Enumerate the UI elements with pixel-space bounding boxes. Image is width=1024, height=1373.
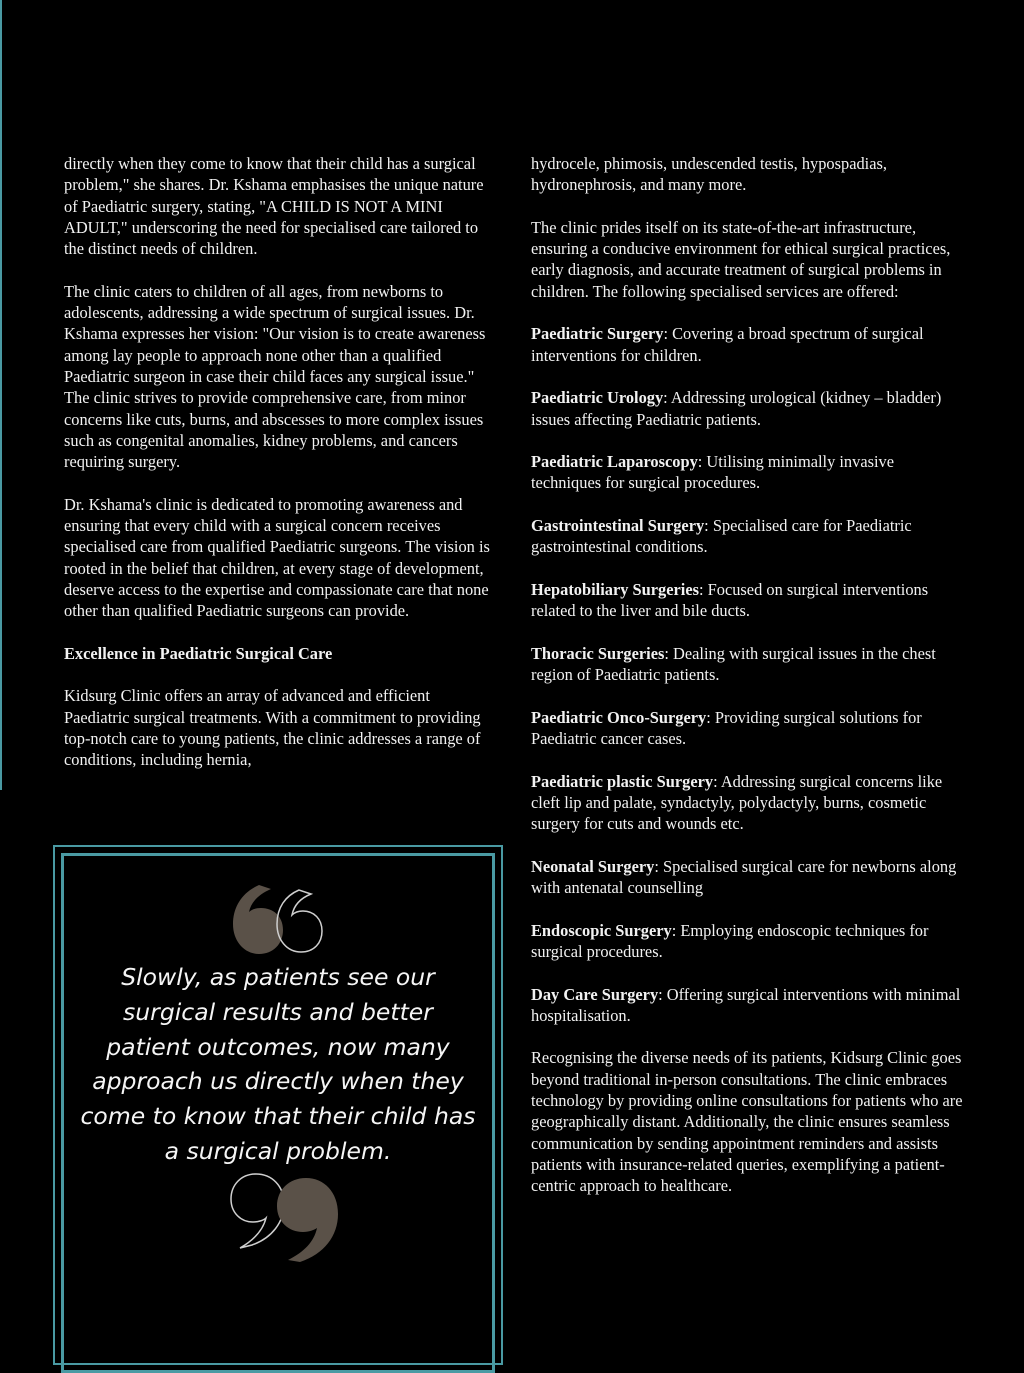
service-item (531, 856, 967, 899)
service-name: Paediatric Onco-Surgery (531, 707, 707, 727)
service-name: Paediatric Laparoscopy (531, 452, 698, 472)
service-item (531, 984, 967, 1027)
service-description: : Specialised care for Paediatric gastrointestinal conditions. (531, 516, 912, 557)
service-item (531, 707, 967, 750)
service-item (531, 387, 967, 430)
service-name: Hepatobiliary Surgeries (531, 579, 699, 599)
service-name: Endoscopic Surgery (531, 920, 672, 940)
service-description: : Dealing with surgical issues in the chest region of Paediatric patients. (531, 643, 936, 685)
right-text-column (531, 153, 967, 1218)
service-description: : Employing endoscopic techniques for surgical procedures. (531, 920, 929, 961)
right-paragraph-last: Recognising the diverse needs of its patients, Kidsurg Clinic goes beyond traditional in-person consultations. The clinic embraces technology by providing online consultations for patients who are geographically distant. Additionally, the clinic ensures seamless communication by sending appointment reminders and assists patients with insurance-related queries, exemplifying a patient-centric approach to healthcare. (531, 1048, 963, 1196)
service-name: Paediatric plastic Surgery (531, 771, 714, 791)
left-paragraph-1: directly when they come to know that their child has a surgical problem," she shares. Dr. Kshama emphasises the unique nature of Paediatric surgery, stating, "A CHILD IS NOT A MINI ADULT," underscoring the need for specialised care tailored to the distinct needs of children. (64, 154, 484, 259)
service-item (531, 451, 967, 494)
service-name: Gastrointestinal Surgery (531, 516, 705, 536)
service-description: : Addressing surgical concerns like cleft lip and palate, syndactyly, polydactyly, burns, cosmetic surgery for cuts and wounds etc. (531, 771, 943, 834)
service-description: : Providing surgical solutions for Paediatric cancer cases. (531, 707, 922, 749)
close-quote-mark-icon (214, 1170, 344, 1270)
service-item (531, 771, 967, 835)
service-description: : Specialised surgical care for newborns along with antenatal counselling (531, 856, 957, 898)
section-heading: Excellence in Paediatric Surgical Care (64, 643, 333, 663)
service-item (531, 643, 967, 686)
service-name: Day Care Surgery (531, 984, 659, 1004)
service-item (531, 579, 967, 622)
service-description: : Addressing urological (kidney – bladder) issues affecting Paediatric patients. (531, 388, 942, 429)
left-edge-accent-line (0, 0, 2, 790)
service-item (531, 323, 967, 366)
left-paragraph-3: Dr. Kshama's clinic is dedicated to promoting awareness and ensuring that every child with a surgical concern receives specialised care from qualified Paediatric surgeons. The vision is rooted in the belief that children, at every stage of development, deserve access to the expertise and compassionate care that none other than qualified Paediatric surgeons can provide. (64, 494, 490, 621)
left-paragraph-2: The clinic caters to children of all ages, from newborns to adolescents, addressing a wide spectrum of surgical issues. Dr. Kshama expresses her vision: "Our vision is to create awareness among lay people to approach none other than a qualified Paediatric surgeon in case their child faces any surgical issue." The clinic strives to provide comprehensive care, from minor concerns like cuts, burns, and abscesses to more complex issues such as congenital anomalies, kidney problems, and cancers requiring surgery. (64, 281, 486, 472)
service-name: Paediatric Urology (531, 388, 664, 408)
left-paragraph-4: Kidsurg Clinic offers an array of advanced and efficient Paediatric surgical treatments. With a commitment to providing top-notch care to young patients, the clinic addresses a range of conditions, including hernia, (64, 686, 481, 770)
service-description: : Focused on surgical interventions related to the liver and bile ducts. (531, 579, 929, 621)
open-quote-mark-icon (229, 880, 329, 960)
service-name: Paediatric Surgery (531, 324, 664, 344)
right-paragraph-1: hydrocele, phimosis, undescended testis, hypospadias, hydronephrosis, and many more. (531, 154, 887, 195)
pull-quote-text: Slowly, as patients see our surgical results and better patient outcomes, now many approach us directly when they come to know that their child has a surgical problem. (80, 963, 476, 1165)
service-description: : Covering a broad spectrum of surgical interventions for children. (531, 324, 924, 365)
left-text-column (64, 153, 496, 792)
service-item (531, 920, 967, 963)
service-name: Thoracic Surgeries (531, 643, 665, 663)
service-description: : Offering surgical interventions with minimal hospitalisation. (531, 984, 961, 1025)
service-name: Neonatal Surgery (531, 856, 655, 876)
right-paragraph-2: The clinic prides itself on its state-of-the-art infrastructure, ensuring a conducive environment for ethical surgical practices, early diagnosis, and accurate treatment of surgical problems in children. The following specialised services are offered: (531, 217, 951, 301)
service-description: : Utilising minimally invasive techniques for surgical procedures. (531, 452, 895, 493)
service-item (531, 515, 967, 558)
services-list (531, 323, 967, 1026)
